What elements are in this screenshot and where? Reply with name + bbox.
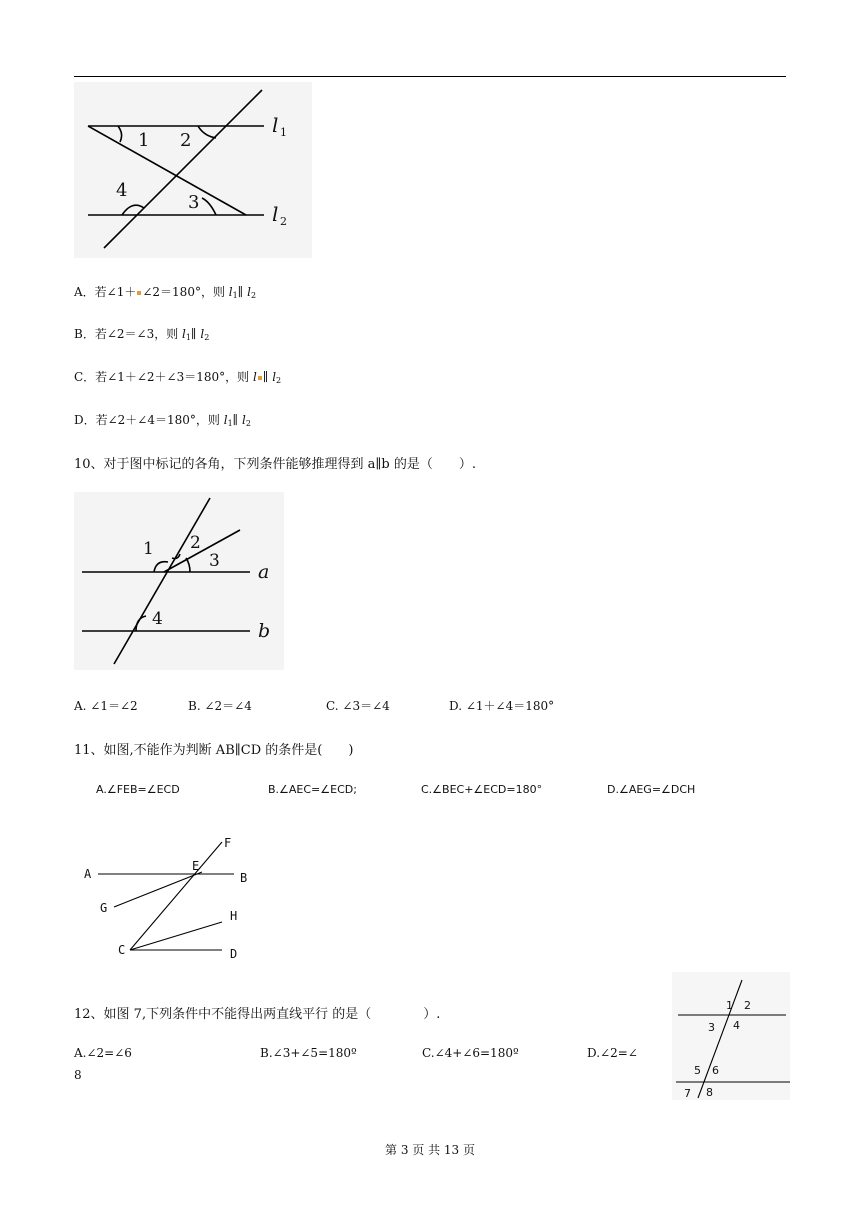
angle-label-3: 3 bbox=[209, 551, 220, 571]
q10-option-d: D. ∠1＋∠4＝180° bbox=[449, 699, 555, 713]
q11-stem: 11、如图,不能作为判断 AB∥CD 的条件是( ) bbox=[74, 743, 354, 758]
point-label-f: F bbox=[224, 836, 232, 850]
figure-lines-a-b bbox=[74, 492, 284, 670]
q9-option-c: C．若∠1＋∠2＋∠3＝180°，则 l ∥ $l_2$ bbox=[74, 370, 282, 385]
q11-option-b: B.∠AEC=∠ECD; bbox=[268, 783, 357, 796]
q10-stem: 10、对于图中标记的各角，下列条件能够推理得到 a∥b 的是（ ）. bbox=[74, 457, 477, 472]
q12-option-d: D.∠2=∠ bbox=[587, 1046, 638, 1060]
angle-label-8: 8 bbox=[706, 1086, 713, 1099]
angle-label-5: 5 bbox=[694, 1064, 701, 1077]
q12-option-a: A.∠2=∠6 bbox=[74, 1046, 132, 1060]
point-label-c: C bbox=[118, 943, 126, 957]
orange-dot-mark bbox=[258, 376, 262, 380]
point-label-d: D bbox=[230, 947, 238, 961]
point-label-b: B bbox=[240, 871, 248, 885]
page-footer: 第 3 页 共 13 页 bbox=[385, 1143, 475, 1157]
angle-label-2: 2 bbox=[180, 130, 192, 151]
angle-label-3: 3 bbox=[708, 1021, 715, 1034]
q9-option-d: D．若∠2＋∠4＝180°，则 $l_1\parallel$ $l_2$ bbox=[74, 413, 251, 428]
q11-option-a: A.∠FEB=∠ECD bbox=[96, 783, 180, 796]
point-label-a: A bbox=[84, 867, 92, 881]
angle-label-4: 4 bbox=[152, 609, 163, 629]
angle-label-2: 2 bbox=[744, 999, 751, 1012]
point-label-g: G bbox=[100, 901, 108, 915]
q10-option-a: A. ∠1＝∠2 bbox=[74, 699, 138, 713]
angle-label-3: 3 bbox=[188, 192, 200, 213]
q12-stem: 12、如图 7,下列条件中不能得出两直线平行 的是（ ）. bbox=[74, 1007, 441, 1022]
point-label-e: E bbox=[192, 859, 200, 873]
q12-option-d-wrap: 8 bbox=[74, 1068, 82, 1082]
q10-option-c: C. ∠3＝∠4 bbox=[326, 699, 390, 713]
header-rule bbox=[74, 76, 786, 77]
figure-7 bbox=[672, 972, 790, 1100]
q11-option-d: D.∠AEG=∠DCH bbox=[607, 783, 696, 796]
angle-label-7: 7 bbox=[684, 1087, 691, 1100]
q9-option-a: A．若∠1＋ ∠2＝180°，则 $l_1\parallel$ $l_2$ bbox=[74, 285, 257, 300]
orange-dot-mark bbox=[137, 291, 141, 295]
line-label-a: a bbox=[258, 561, 270, 583]
angle-label-2: 2 bbox=[190, 533, 201, 553]
figure-ab-cd bbox=[82, 830, 252, 965]
line-label-l1: l bbox=[272, 113, 279, 137]
angle-label-1: 1 bbox=[138, 130, 150, 151]
line-label-b: b bbox=[258, 620, 271, 642]
angle-label-4: 4 bbox=[733, 1019, 740, 1032]
figure-parallel-lines-l1-l2 bbox=[74, 82, 312, 258]
q12-option-c: C.∠4+∠6=180º bbox=[422, 1046, 519, 1060]
line-label-l1-sub: 1 bbox=[280, 126, 287, 139]
q12-option-b: B.∠3+∠5=180º bbox=[260, 1046, 357, 1060]
q9-option-b: B．若∠2＝∠3，则 $l_1\parallel$ $l_2$ bbox=[74, 327, 210, 342]
q11-option-c: C.∠BEC+∠ECD=180° bbox=[421, 783, 543, 796]
angle-label-4: 4 bbox=[116, 180, 128, 201]
angle-label-6: 6 bbox=[712, 1064, 719, 1077]
point-label-h: H bbox=[230, 909, 238, 923]
angle-label-1: 1 bbox=[143, 539, 154, 559]
q10-option-b: B. ∠2＝∠4 bbox=[188, 699, 252, 713]
line-label-l2-sub: 2 bbox=[280, 215, 287, 228]
line-label-l2: l bbox=[272, 202, 279, 226]
angle-label-1: 1 bbox=[726, 999, 733, 1012]
